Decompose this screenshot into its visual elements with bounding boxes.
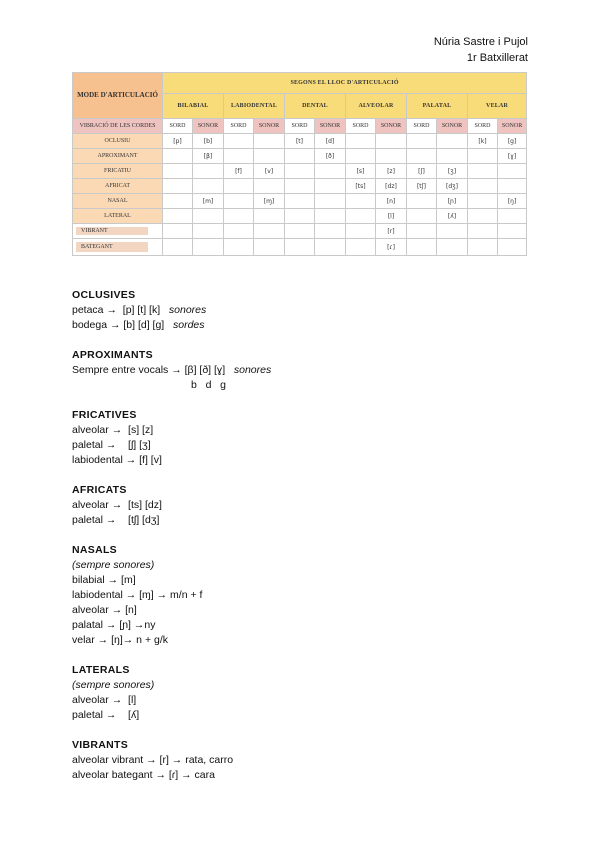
table-row: [73, 134, 527, 149]
phoneme-cell: [224, 209, 254, 224]
phoneme-cell: [346, 224, 376, 239]
phoneme-cell: [468, 149, 498, 164]
phoneme-cell: [f]: [224, 164, 254, 179]
phoneme-cell: [498, 239, 527, 256]
section-heading: OCLUSIVES: [72, 289, 136, 301]
phoneme-cell: [l]: [376, 209, 407, 224]
phoneme-cell: [163, 239, 193, 256]
note-line: bodega → [b] [d] [g]: [72, 319, 165, 331]
voicing-header: SORD: [346, 119, 376, 134]
mode-label: OCLUSIU: [73, 134, 163, 149]
section-oclusives: [72, 288, 532, 333]
phoneme-cell: [t]: [285, 134, 315, 149]
place-header: BILABIAL: [163, 94, 224, 119]
phoneme-cell: [285, 149, 315, 164]
phoneme-cell: [n]: [376, 194, 407, 209]
author-name: Núria Sastre i Pujol: [433, 36, 528, 48]
note-line: velar → [ŋ]→ n + g/k: [72, 634, 168, 646]
phoneme-cell: [163, 209, 193, 224]
phoneme-cell: [498, 224, 527, 239]
phonetics-table: [72, 72, 527, 256]
phoneme-cell: [193, 224, 224, 239]
phoneme-cell: [285, 194, 315, 209]
phoneme-cell: [468, 179, 498, 194]
phoneme-cell: [193, 209, 224, 224]
section-heading: APROXIMANTS: [72, 349, 153, 361]
mode-label: AFRICAT: [73, 179, 163, 194]
section-fricatives: [72, 408, 532, 468]
section-heading: LATERALS: [72, 664, 130, 676]
phoneme-cell: [tʃ]: [407, 179, 437, 194]
mode-label-text: BATEGANT: [81, 244, 113, 250]
table-row: [73, 194, 527, 209]
mode-header-cell: MODE D'ARTICULACIÓ: [73, 73, 163, 119]
note-line: alveolar vibrant → [r] → rata, carro: [72, 754, 234, 766]
note-line: alveolar → [ts] [dz]: [72, 499, 162, 511]
phoneme-cell: [285, 209, 315, 224]
note-line: paletal → [ʃ] [ʒ]: [72, 439, 151, 451]
phoneme-cell: [285, 224, 315, 239]
phoneme-cell: [β]: [193, 149, 224, 164]
mode-label: FRICATIU: [73, 164, 163, 179]
mode-label: [73, 239, 163, 256]
phoneme-cell: [254, 224, 285, 239]
phoneme-cell: [dʒ]: [437, 179, 468, 194]
phoneme-cell: [254, 209, 285, 224]
phoneme-cell: [285, 239, 315, 256]
phoneme-cell: [407, 149, 437, 164]
voicing-header: SORD: [468, 119, 498, 134]
note-line: labiodental → [ɱ] → m/n + f: [72, 589, 203, 601]
note-tag: sordes: [173, 319, 205, 331]
phoneme-cell: [346, 209, 376, 224]
phoneme-cell: [498, 209, 527, 224]
note-line: alveolar bategant → [ɾ] → cara: [72, 769, 215, 781]
mode-label-text: VIBRANT: [81, 228, 108, 234]
phoneme-cell: [346, 149, 376, 164]
section-laterals: [72, 663, 532, 723]
phoneme-cell: [m]: [193, 194, 224, 209]
phoneme-cell: [163, 179, 193, 194]
mode-label: LATERAL: [73, 209, 163, 224]
phoneme-cell: [ʎ]: [437, 209, 468, 224]
phoneme-cell: [407, 194, 437, 209]
note-tag: sonores: [168, 304, 207, 316]
phoneme-cell: [254, 179, 285, 194]
phoneme-cell: [376, 134, 407, 149]
phoneme-cell: [315, 179, 346, 194]
voicing-header: SORD: [224, 119, 254, 134]
section-note: (sempre sonores): [72, 679, 155, 691]
voicing-header: SONOR: [193, 119, 224, 134]
mode-label: APROXIMANT: [73, 149, 163, 164]
phoneme-cell: [468, 164, 498, 179]
section-africats: [72, 483, 532, 528]
voicing-header: SONOR: [376, 119, 407, 134]
voicing-header: SONOR: [254, 119, 285, 134]
phoneme-cell: [376, 149, 407, 164]
phoneme-cell: [254, 239, 285, 256]
section-heading: FRICATIVES: [72, 409, 137, 421]
section-heading: NASALS: [72, 544, 117, 556]
phoneme-cell: [ts]: [346, 179, 376, 194]
phoneme-cell: [ɱ]: [254, 194, 285, 209]
note-line: labiodental → [f] [v]: [72, 454, 162, 466]
phoneme-cell: [315, 224, 346, 239]
note-line: palatal → [ɲ] →ny: [72, 619, 156, 631]
phoneme-cell: [224, 224, 254, 239]
note-line: paletal → [tʃ] [dʒ]: [72, 514, 160, 526]
section-nasals: [72, 543, 532, 648]
place-header: VELAR: [468, 94, 527, 119]
place-header: LABIODENTAL: [224, 94, 285, 119]
phoneme-cell: [346, 239, 376, 256]
note-line: bilabial → [m]: [72, 574, 136, 586]
phoneme-cell: [346, 134, 376, 149]
phoneme-cell: [224, 149, 254, 164]
phoneme-cell: [b]: [193, 134, 224, 149]
phoneme-cell: [163, 149, 193, 164]
phoneme-cell: [ʃ]: [407, 164, 437, 179]
phoneme-cell: [dz]: [376, 179, 407, 194]
mode-label: [73, 224, 163, 239]
voicing-header: SORD: [407, 119, 437, 134]
voicing-header: SONOR: [498, 119, 527, 134]
phoneme-cell: [468, 209, 498, 224]
phoneme-cell: [ʒ]: [437, 164, 468, 179]
phoneme-cell: [437, 149, 468, 164]
phoneme-cell: [315, 164, 346, 179]
document-header: [434, 34, 528, 66]
phoneme-cell: [468, 239, 498, 256]
phoneme-cell: [315, 194, 346, 209]
phoneme-cell: [p]: [163, 134, 193, 149]
phoneme-cell: [285, 164, 315, 179]
phoneme-cell: [407, 224, 437, 239]
note-line: alveolar → [s] [z]: [72, 424, 154, 436]
note-line: Sempre entre vocals → [β] [ð] [ɣ]: [72, 364, 226, 376]
phonetics-table-wrapper: [72, 72, 526, 256]
note-line: petaca → [p] [t] [k]: [72, 304, 161, 316]
table-row: [73, 179, 527, 194]
phoneme-cell: [468, 194, 498, 209]
phoneme-cell: [437, 224, 468, 239]
mode-label: NASAL: [73, 194, 163, 209]
phoneme-cell: [437, 134, 468, 149]
phoneme-cell: [498, 179, 527, 194]
phoneme-cell: [407, 209, 437, 224]
section-heading: VIBRANTS: [72, 739, 129, 751]
phoneme-cell: [224, 239, 254, 256]
phoneme-cell: [407, 134, 437, 149]
phoneme-cell: [315, 209, 346, 224]
phoneme-cell: [k]: [468, 134, 498, 149]
phoneme-cell: [224, 194, 254, 209]
phoneme-cell: [407, 239, 437, 256]
place-header: DENTAL: [285, 94, 346, 119]
phoneme-cell: [163, 224, 193, 239]
phoneme-cell: [163, 194, 193, 209]
note-line: paletal → [ʎ]: [72, 709, 140, 721]
phoneme-cell: [r]: [376, 224, 407, 239]
voicing-header: SONOR: [437, 119, 468, 134]
phoneme-cell: [193, 239, 224, 256]
phoneme-cell: [193, 179, 224, 194]
note-line: b d g: [191, 379, 227, 391]
section-aproximants: [72, 348, 532, 393]
phoneme-cell: [498, 164, 527, 179]
place-header: ALVEOLAR: [346, 94, 407, 119]
note-line: alveolar → [n]: [72, 604, 137, 616]
phoneme-cell: [285, 179, 315, 194]
place-header: PALATAL: [407, 94, 468, 119]
note-line: alveolar → [l]: [72, 694, 137, 706]
table-row: [73, 209, 527, 224]
table-row: [73, 164, 527, 179]
table-title: SEGONS EL LLOC D'ARTICULACIÓ: [163, 73, 527, 94]
phoneme-cell: [ð]: [315, 149, 346, 164]
table-row: [73, 239, 527, 256]
phoneme-cell: [g]: [498, 134, 527, 149]
phoneme-cell: [d]: [315, 134, 346, 149]
phoneme-cell: [224, 179, 254, 194]
course-name: 1r Batxillerat: [466, 52, 528, 64]
phoneme-cell: [163, 164, 193, 179]
phoneme-cell: [ɣ]: [498, 149, 527, 164]
phoneme-cell: [254, 134, 285, 149]
phoneme-cell: [s]: [346, 164, 376, 179]
phoneme-cell: [437, 239, 468, 256]
phoneme-cell: [315, 239, 346, 256]
phoneme-cell: [254, 149, 285, 164]
table-row: [73, 149, 527, 164]
note-tag: sonores: [233, 364, 272, 376]
section-heading: AFRICATS: [72, 484, 127, 496]
section-vibrants: [72, 738, 532, 783]
phoneme-cell: [224, 134, 254, 149]
phoneme-cell: [468, 224, 498, 239]
voicing-header: SORD: [285, 119, 315, 134]
voicing-label: VIBRACIÓ DE LES CORDES: [73, 119, 163, 134]
phoneme-cell: [346, 194, 376, 209]
voicing-header: SONOR: [315, 119, 346, 134]
phoneme-cell: [193, 164, 224, 179]
voicing-header: SORD: [163, 119, 193, 134]
section-note: (sempre sonores): [72, 559, 155, 571]
notes-section: [72, 288, 532, 798]
phoneme-cell: [ɾ]: [376, 239, 407, 256]
phoneme-cell: [ɲ]: [437, 194, 468, 209]
phoneme-cell: [z]: [376, 164, 407, 179]
phoneme-cell: [v]: [254, 164, 285, 179]
table-row: [73, 224, 527, 239]
phoneme-cell: [ŋ]: [498, 194, 527, 209]
